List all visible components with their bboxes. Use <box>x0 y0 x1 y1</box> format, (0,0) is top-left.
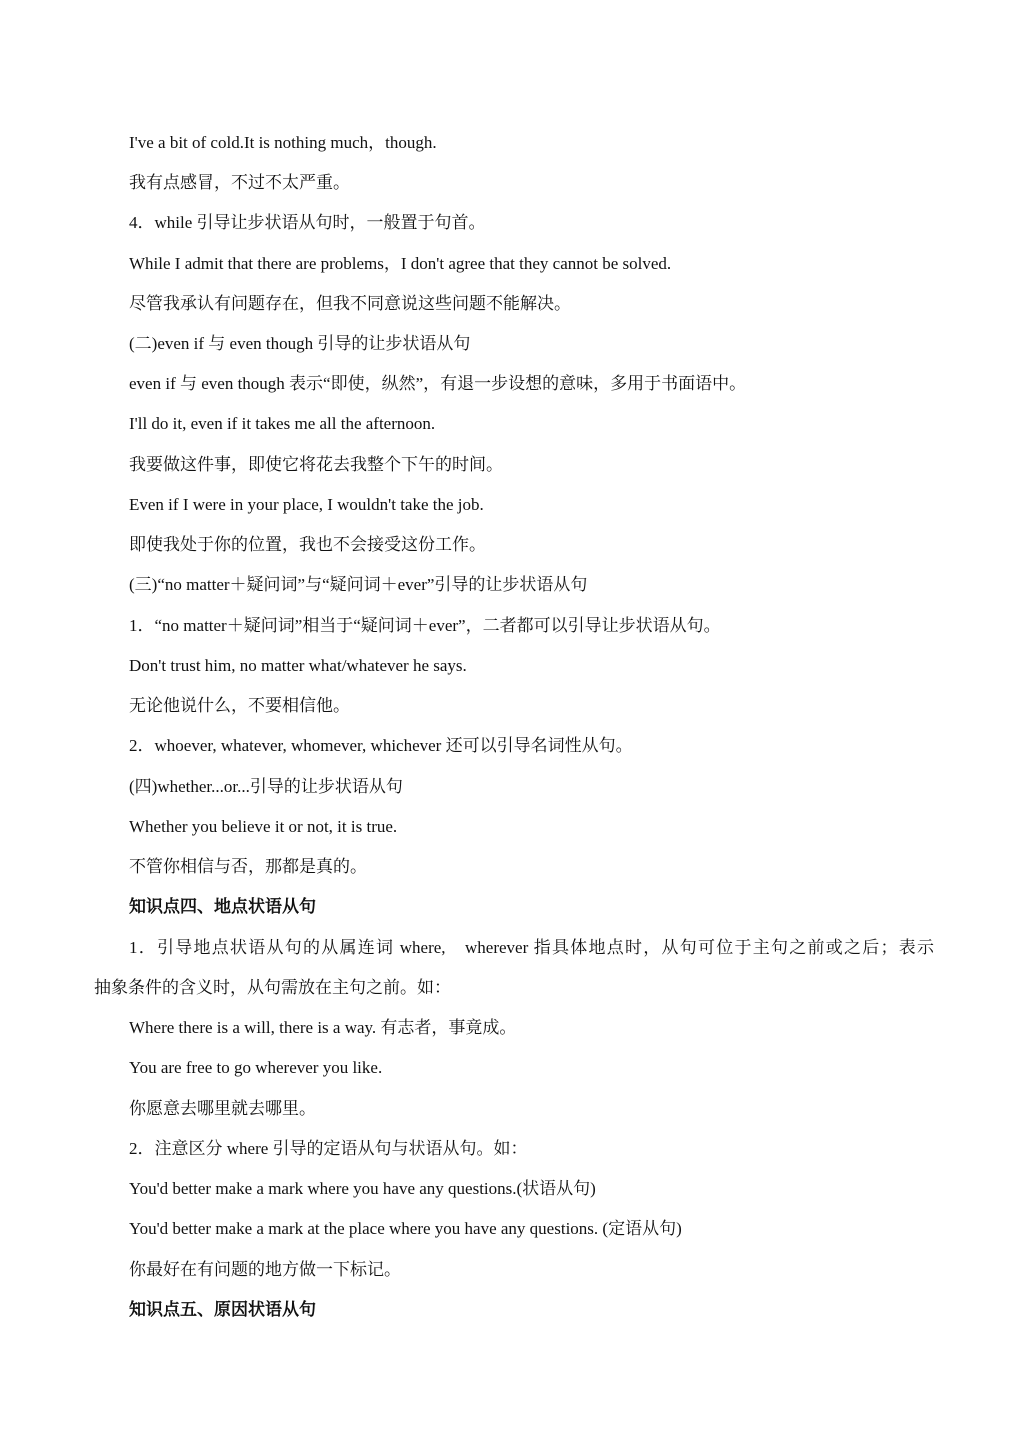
rule-item: 2．whoever, whatever, whomever, whichever 还可以引导名词性从句。 <box>129 736 633 755</box>
translation: 即使我处于你的位置，我也不会接受这份工作。 <box>129 535 486 554</box>
rule-item-continued: 抽象条件的含义时，从句需放在主句之前。如： <box>94 978 451 997</box>
example-sentence: You are free to go wherever you like. <box>129 1058 383 1077</box>
translation: 我有点感冒，不过不太严重。 <box>129 173 350 192</box>
example-sentence: I'll do it, even if it takes me all the afternoon. <box>129 414 436 433</box>
rule-item: 1．“no matter＋疑问词”相当于“疑问词＋ever”，二者都可以引导让步状语从句。 <box>129 616 721 635</box>
translation: 你愿意去哪里就去哪里。 <box>129 1099 316 1118</box>
example-sentence: Don't trust him, no matter what/whatever he says. <box>129 656 467 675</box>
example-sentence: Even if I were in your place, I wouldn't take the job. <box>129 495 484 514</box>
translation: 尽管我承认有问题存在，但我不同意说这些问题不能解决。 <box>129 294 571 313</box>
rule-description: even if 与 even though 表示“即使，纵然”，有退一步设想的意味，多用于书面语中。 <box>129 374 747 393</box>
example-sentence: You'd better make a mark at the place where you have any questions. (定语从句) <box>129 1219 682 1238</box>
subsection-heading: (三)“no matter＋疑问词”与“疑问词＋ever”引导的让步状语从句 <box>129 575 588 594</box>
translation: 你最好在有问题的地方做一下标记。 <box>129 1260 401 1279</box>
translation: 我要做这件事，即使它将花去我整个下午的时间。 <box>129 455 503 474</box>
rule-item: 1．引导地点状语从句的从属连词 where, wherever 指具体地点时，从句可位于主句之前或之后；表示 <box>129 938 934 957</box>
example-sentence: You'd better make a mark where you have any questions.(状语从句) <box>129 1179 596 1198</box>
example-sentence: Whether you believe it or not, it is true. <box>129 817 398 836</box>
subsection-heading: (四)whether...or...引导的让步状语从句 <box>129 777 403 796</box>
example-sentence: Where there is a will, there is a way. 有志者，事竟成。 <box>129 1018 517 1037</box>
translation: 不管你相信与否，那都是真的。 <box>129 857 367 876</box>
section-heading: 知识点五、原因状语从句 <box>129 1300 316 1319</box>
section-heading: 知识点四、地点状语从句 <box>129 897 316 916</box>
rule-item: 2．注意区分 where 引导的定语从句与状语从句。如： <box>129 1139 528 1158</box>
example-sentence: I've a bit of cold.It is nothing much，though. <box>129 133 437 152</box>
rule-item: 4．while 引导让步状语从句时，一般置于句首。 <box>129 213 486 232</box>
example-sentence: While I admit that there are problems，I don't agree that they cannot be solved. <box>129 254 672 273</box>
subsection-heading: (二)even if 与 even though 引导的让步状语从句 <box>129 334 471 353</box>
translation: 无论他说什么，不要相信他。 <box>129 696 350 715</box>
